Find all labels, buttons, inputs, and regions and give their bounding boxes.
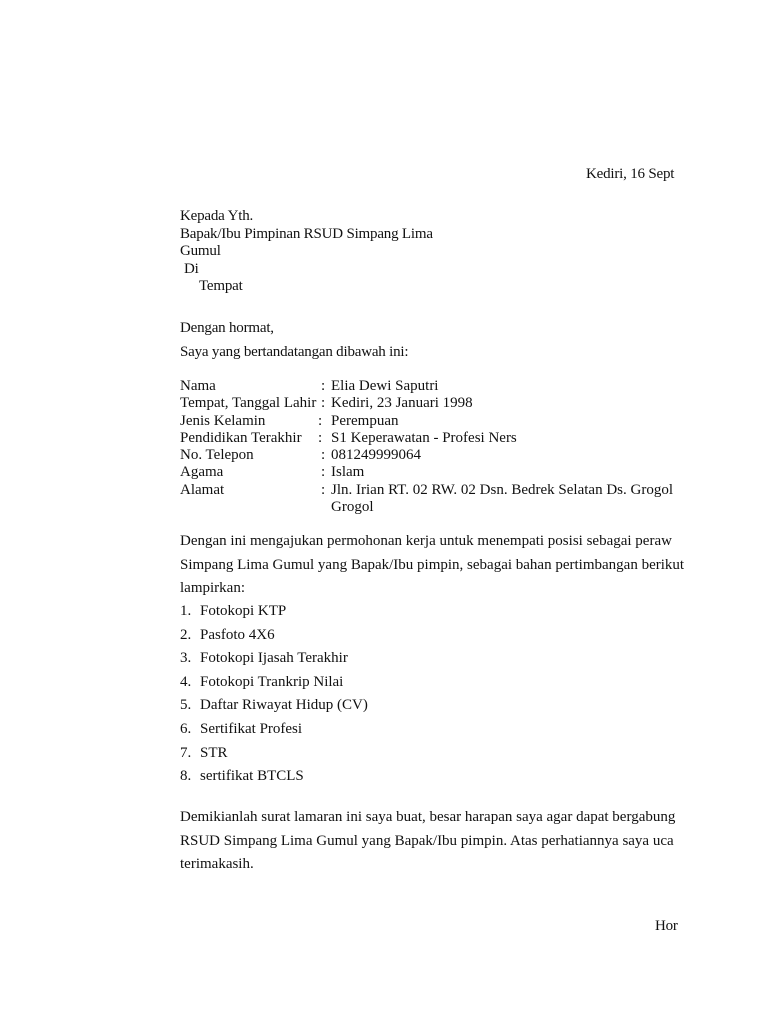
list-item-number: 5. — [180, 697, 192, 714]
list-item-number: 3. — [180, 650, 192, 667]
list-item — [180, 765, 368, 789]
nama-separator: : — [321, 378, 326, 394]
list-item-number: 7. — [180, 744, 192, 761]
jk-label: Jenis Kelamin — [180, 412, 266, 429]
paragraph2-line-2: RSUD Simpang Lima Gumul yang Bapak/Ibu pimpin. Atas perhatiannya saya uca — [180, 832, 674, 849]
ttl-label: Tempat, Tanggal Lahir — [180, 395, 317, 412]
closing-paragraph — [180, 806, 675, 877]
telepon-label: No. Telepon — [180, 447, 254, 464]
intro-text: Saya yang bertandatangan dibawah ini: — [180, 344, 409, 360]
attachment-list — [180, 600, 368, 789]
list-item-text: Fotokopi KTP — [200, 603, 287, 619]
letter-date: Kediri, 16 Sept — [586, 166, 675, 182]
list-item-number: 6. — [180, 720, 192, 737]
list-item-number: 8. — [180, 768, 192, 785]
closing-word: Hor — [655, 918, 678, 934]
list-item — [180, 647, 368, 671]
list-item-number: 1. — [180, 603, 192, 619]
application-paragraph — [180, 530, 684, 601]
recipient-line-5: Tempat — [199, 278, 243, 294]
alamat-separator: : — [321, 481, 326, 498]
list-item — [180, 600, 368, 624]
paragraph1-line-3: lampirkan: — [180, 580, 245, 596]
list-item-text: STR — [200, 744, 228, 761]
list-item — [180, 718, 368, 742]
recipient-block — [180, 208, 433, 296]
list-item-text: Sertifikat Profesi — [200, 720, 303, 737]
agama-label: Agama — [180, 464, 224, 481]
list-item-number: 4. — [180, 673, 192, 690]
recipient-line-4: Di — [184, 260, 199, 277]
ttl-value: Kediri, 23 Januari 1998 — [331, 395, 473, 412]
ttl-separator: : — [321, 395, 326, 412]
paragraph2-line-1: Demikianlah surat lamaran ini saya buat, besar harapan saya agar dapat bergabung — [180, 809, 676, 825]
recipient-line-2: Bapak/Ibu Pimpinan RSUD Simpang Lima — [180, 225, 433, 242]
salutation: Dengan hormat, — [180, 320, 274, 336]
recipient-line-1: Kepada Yth. — [180, 208, 254, 224]
list-item-text: Fotokopi Ijasah Terakhir — [200, 650, 348, 667]
list-item — [180, 624, 368, 648]
alamat-value-line-2: Grogol — [331, 499, 374, 516]
telepon-value: 081249999064 — [331, 447, 421, 464]
agama-value: Islam — [331, 464, 365, 481]
alamat-label: Alamat — [180, 481, 225, 498]
list-item-number: 2. — [180, 626, 192, 643]
list-item-text: Daftar Riwayat Hidup (CV) — [200, 697, 368, 714]
nama-value: Elia Dewi Saputri — [331, 378, 439, 394]
paragraph1-line-2: Simpang Lima Gumul yang Bapak/Ibu pimpin, sebagai bahan pertimbangan berikut — [180, 556, 685, 573]
pendidikan-label: Pendidikan Terakhir — [180, 429, 302, 446]
telepon-separator: : — [321, 447, 326, 464]
list-item — [180, 694, 368, 718]
list-item-text: Fotokopi Trankrip Nilai — [200, 673, 344, 690]
pendidikan-separator: : — [318, 429, 323, 446]
list-item-text: Pasfoto 4X6 — [200, 626, 275, 643]
nama-label: Nama — [180, 378, 216, 394]
paragraph2-line-3: terimakasih. — [180, 856, 254, 872]
recipient-line-3: Gumul — [180, 243, 221, 259]
list-item — [180, 671, 368, 695]
jk-separator: : — [318, 412, 323, 429]
list-item-text: sertifikat BTCLS — [200, 768, 304, 785]
alamat-value-line-1: Jln. Irian RT. 02 RW. 02 Dsn. Bedrek Selatan Ds. Grogol — [331, 481, 673, 498]
paragraph1-line-1: Dengan ini mengajukan permohonan kerja untuk menempati posisi sebagai peraw — [180, 533, 672, 549]
agama-separator: : — [321, 464, 326, 481]
list-item — [180, 742, 368, 766]
jk-value: Perempuan — [331, 412, 399, 429]
pendidikan-value: S1 Keperawatan - Profesi Ners — [331, 429, 517, 446]
